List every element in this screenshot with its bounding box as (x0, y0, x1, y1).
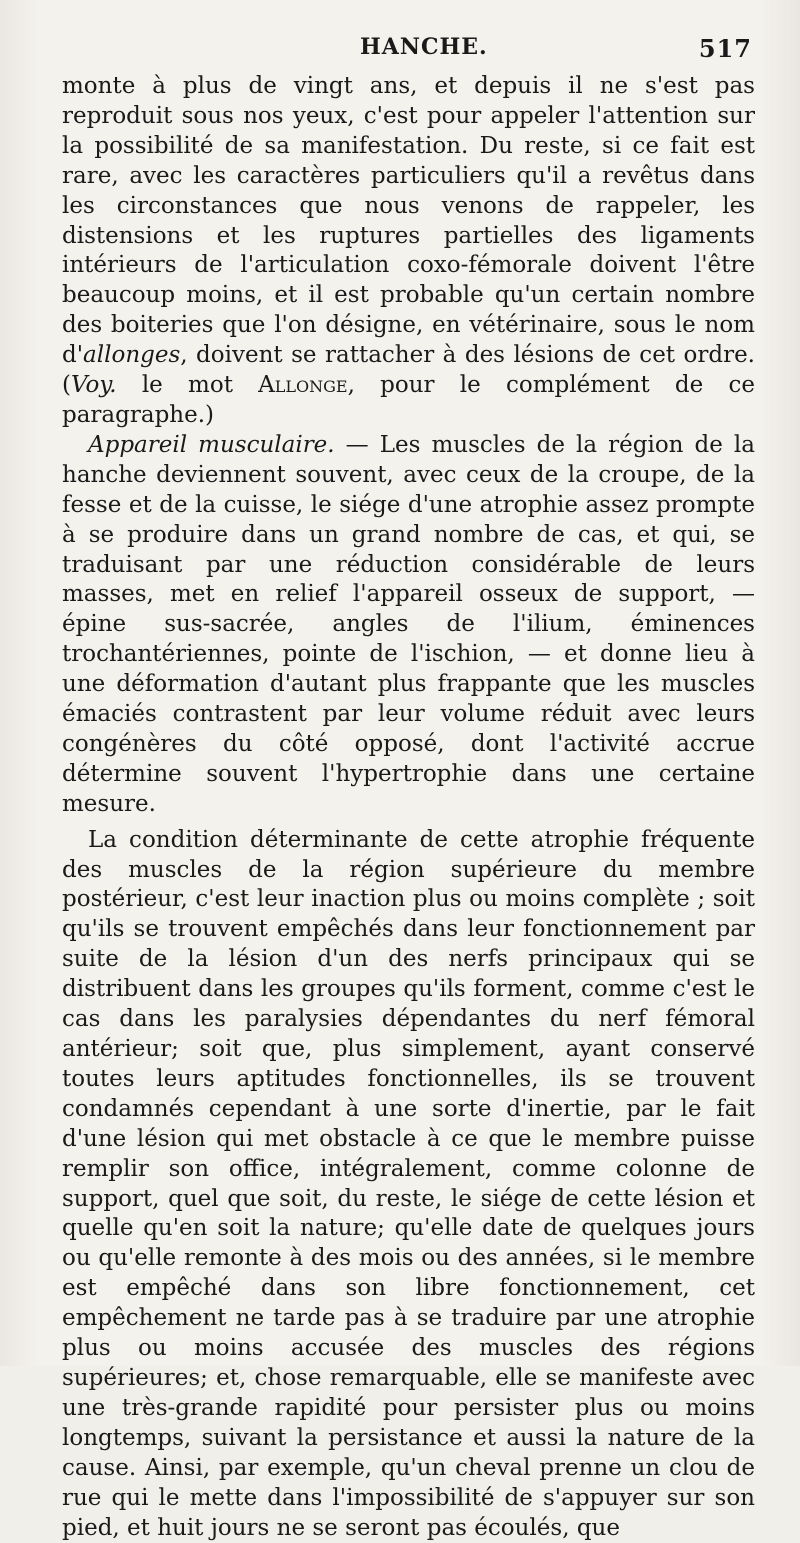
running-title: HANCHE. (360, 34, 488, 60)
paragraph-1-text-a: monte à plus de vingt ans, et depuis il ne s'est pas reproduit sous nos yeux, c'est pour appeler l'attention sur la possibilité de sa manifestation. Du reste, si ce fait est rare, avec les caractères particuliers qu'il a revêtus dans les circonstances que nous venons de rappeler, les distensions et les ruptures partielles des ligaments intérieurs de l'articulation coxo-fémorale doivent l'être beaucoup moins, et il est probable qu'un certain nombre des boiteries que l'on désigne, en vétérinaire, sous le nom d' (62, 73, 755, 369)
section-heading: Appareil musculaire. (88, 431, 335, 458)
paragraph-2-text: — Les muscles de la région de la hanche deviennent souvent, avec ceux de la croupe, de la fesse et de la cuisse, le siége d'une atrophie assez prompte à se produire dans un grand nombre de cas, et qui, se traduisant par une réduction considérable de leurs masses, met en relief l'appareil osseux de support, — épine sus-sacrée, angles de l'ilium, éminences trochantériennes, pointe de l'ischion, — et donne lieu à une déformation d'autant plus frappante que les muscles émaciés contrastent par leur volume réduit avec leurs congénères du côté opposé, dont l'activité accrue détermine souvent l'hypertrophie dans une certaine mesure. (62, 431, 756, 817)
paragraph-1-italic-b: Voy. (70, 372, 117, 399)
paragraph-1-text-b: , doivent se rattacher à des lésions de cet ordre. ( (62, 342, 755, 399)
paragraph-2 (62, 431, 755, 820)
page-number: 517 (698, 34, 752, 63)
paragraph-1-text-d: , pour le complément de ce paragraphe.) (62, 372, 755, 428)
paragraph-1-italic-a: allonges (83, 342, 181, 369)
paragraph-3-text: La condition déterminante de cette atrophie fréquente des muscles de la région supérieure du membre postérieur, c'est leur inaction plus ou moins complète ; soit qu'ils se trouvent empêchés dans leur fonctionnement par suite de la lésion d'un des nerfs principaux qui se distribuent dans les groupes qu'ils forment, comme c'est le cas dans les paralysies dépendantes du nerf fémoral antérieur; soit que, plus simplement, ayant conservé toutes leurs aptitudes fonctionnelles, ils se trouvent condamnés cependant à une sorte d'inertie, par le fait d'une lésion qui met obstacle à ce que le membre puisse remplir son office, intégralement, comme colonne de support, quel que soit, du reste, le siége de cette lésion et quelle qu'en soit la nature; qu'elle date de quelques jours ou qu'elle remonte à des mois ou des années, si le membre est empêché dans son libre fonctionnement, cet empêchement ne tarde pas à se traduire par une atrophie plus ou moins accusée des muscles des régions supérieures; et, chose remarquable, elle se manifeste avec une très-grande rapidité pour persister plus ou moins longtemps, suivant la persistance et aussi la nature de la cause. Ainsi, par exemple, qu'un cheval prenne un clou de rue qui le mette dans l'impossibilité de s'appuyer sur son pied, et huit jours ne se seront pas écoulés, que (62, 826, 755, 1541)
body-text (62, 72, 755, 1543)
running-header (60, 28, 752, 64)
paragraph-1-text-c: le mot (116, 372, 259, 399)
paragraph-3 (62, 826, 755, 1543)
paragraph-1 (62, 72, 755, 431)
paragraph-1-smallcaps: Allonge (258, 372, 348, 399)
